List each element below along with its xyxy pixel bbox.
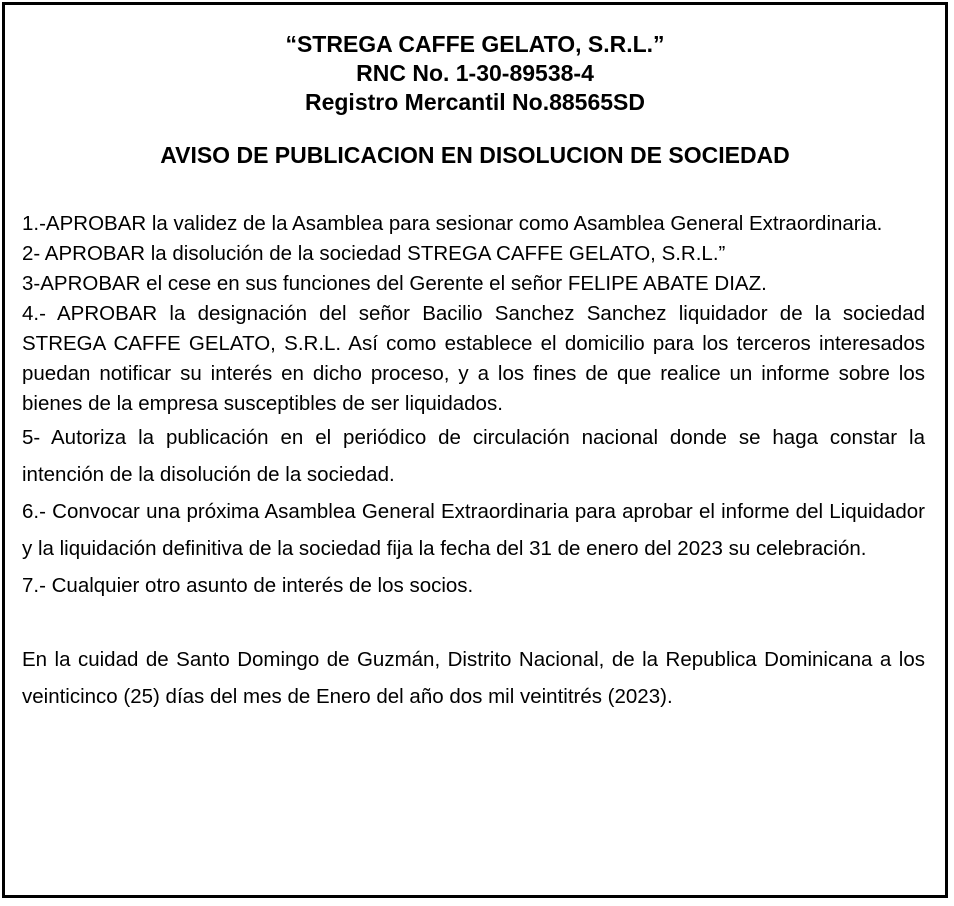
mercantile-registry: Registro Mercantil No.88565SD: [304, 89, 645, 115]
spacer: [22, 604, 925, 641]
resolution-item-7: 7.- Cualquier otro asunto de interés de los socios.: [22, 574, 474, 597]
notice-header: [5, 30, 945, 117]
resolution-item-5: 5- Autoriza la publicación en el periódico de circulación nacional donde se haga constar la intención de la disolución de la sociedad.: [22, 426, 925, 486]
resolution-item-2: 2- APROBAR la disolución de la sociedad STREGA CAFFE GELATO, S.R.L.”: [22, 242, 726, 265]
rnc-number: RNC No. 1-30-89538-4: [356, 60, 594, 86]
company-name: “STREGA CAFFE GELATO, S.R.L.”: [285, 31, 665, 57]
resolution-item-1: 1.-APROBAR la validez de la Asamblea para sesionar como Asamblea General Extraordinaria.: [22, 212, 883, 235]
notice-body: [22, 209, 925, 715]
closing-statement: En la cuidad de Santo Domingo de Guzmán, Distrito Nacional, de la Republica Dominicana a los veinticinco (25) días del mes de Enero del año dos mil veintitrés (2023).: [22, 648, 925, 708]
notice-frame: [2, 2, 948, 898]
notice-title: AVISO DE PUBLICACION EN DISOLUCION DE SOCIEDAD: [160, 142, 790, 168]
resolution-item-6: 6.- Convocar una próxima Asamblea General Extraordinaria para aprobar el informe del Liquidador y la liquidación definitiva de la sociedad fija la fecha del 31 de enero del 2023 su celebración.: [22, 500, 925, 560]
resolution-item-3: 3-APROBAR el cese en sus funciones del Gerente el señor FELIPE ABATE DIAZ.: [22, 272, 767, 295]
resolution-item-4: 4.- APROBAR la designación del señor Bacilio Sanchez Sanchez liquidador de la sociedad STREGA CAFFE GELATO, S.R.L. Así como establece el domicilio para los terceros interesados puedan notificar su interés en dicho proceso, y a los fines de que realice un informe sobre los bienes de la empresa susceptibles de ser liquidados.: [22, 302, 925, 415]
